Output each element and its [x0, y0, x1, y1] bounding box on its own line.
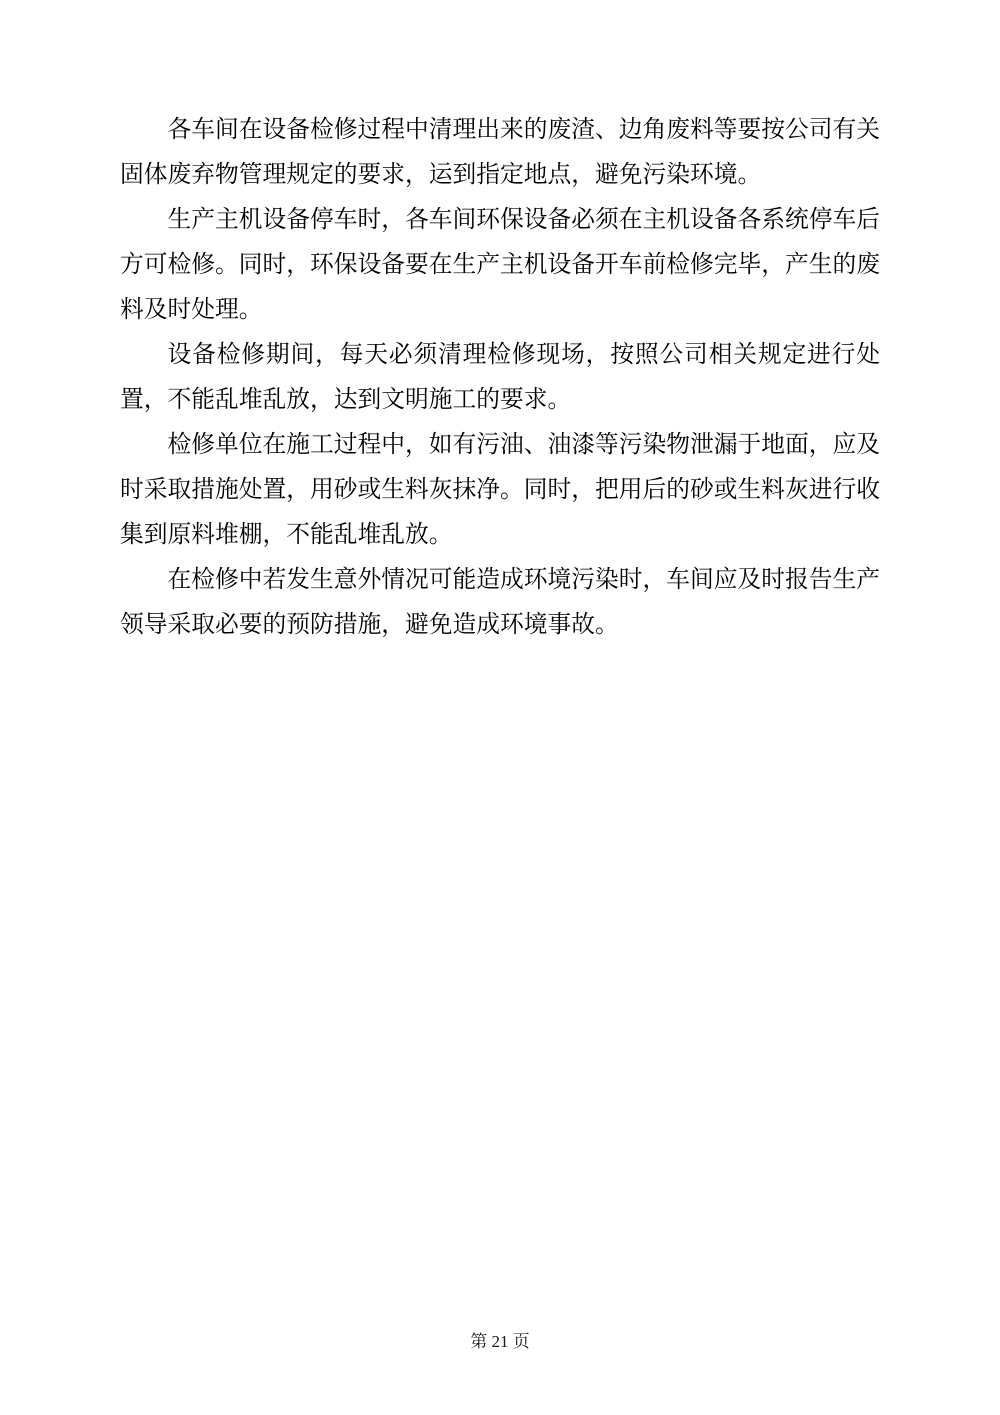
- paragraph: 检修单位在施工过程中，如有污油、油漆等污染物泄漏于地面，应及时采取措施处置，用砂或生料灰抹净。同时，把用后的砂或生料灰进行收集到原料堆棚，不能乱堆乱放。: [120, 432, 881, 548]
- page-number-label: 第 21 页: [470, 1332, 530, 1351]
- document-body: [120, 108, 880, 648]
- paragraph: 在检修中若发生意外情况可能造成环境污染时，车间应及时报告生产领导采取必要的预防措施，避免造成环境事故。: [120, 567, 881, 638]
- paragraph: 设备检修期间，每天必须清理检修现场，按照公司相关规定进行处置，不能乱堆乱放，达到文明施工的要求。: [120, 342, 880, 413]
- paragraph: 各车间在设备检修过程中清理出来的废渣、边角废料等要按公司有关固体废弃物管理规定的要求，运到指定地点，避免污染环境。: [120, 117, 881, 188]
- paragraph: 生产主机设备停车时，各车间环保设备必须在主机设备各系统停车后方可检修。同时，环保设备要在生产主机设备开车前检修完毕，产生的废料及时处理。: [120, 207, 881, 323]
- page-footer: [0, 1330, 1000, 1354]
